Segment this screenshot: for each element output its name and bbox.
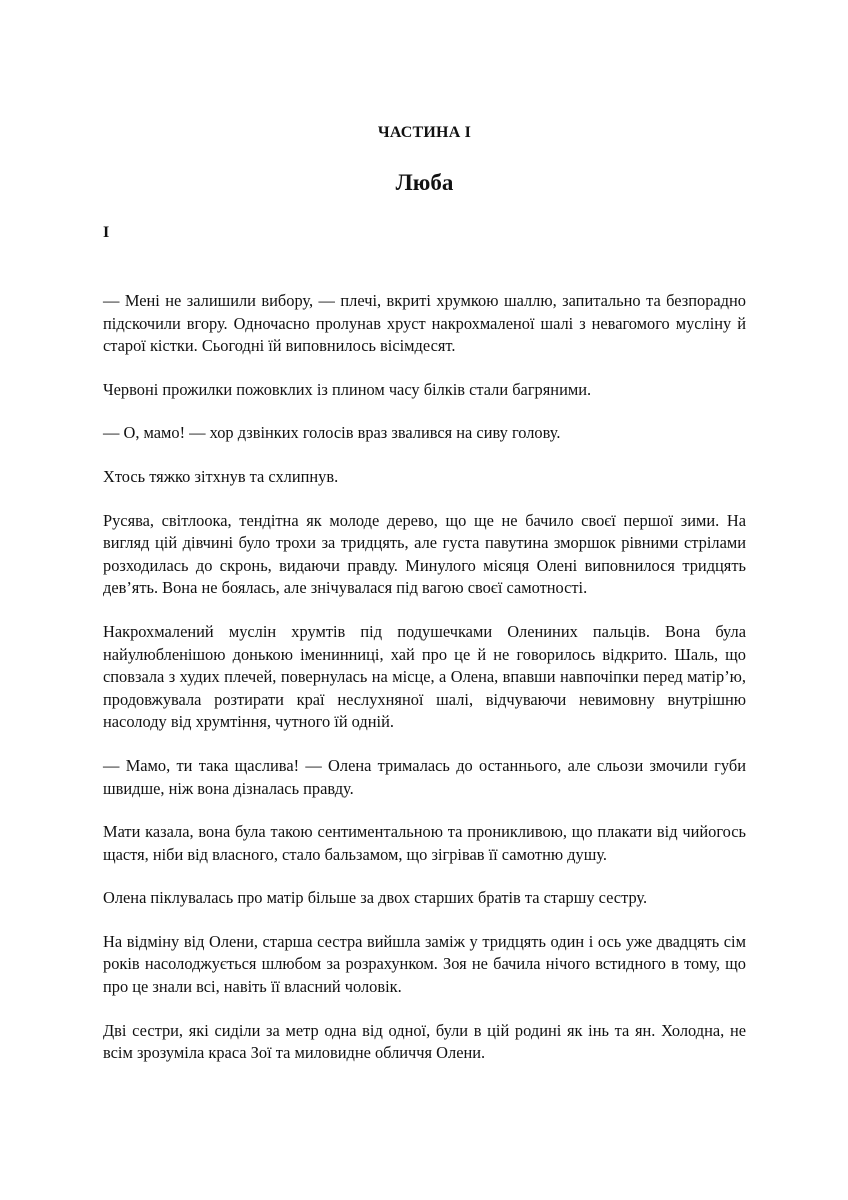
paragraph: — Мамо, ти така щаслива! — Олена трималась до останнього, але сльози змочили губи швидше, ніж вона дізналась правду. <box>103 755 746 798</box>
paragraph: — Мені не залишили вибору, — плечі, вкриті хрумкою шаллю, запитально та безпорадно підскочили вгору. Одночасно пролунав хруст накрохмаленої шалі з невагомого мусліну й старої кістки. Сьогодні їй виповнилось вісімдесят. <box>103 291 746 356</box>
paragraph: На відміну від Олени, старша сестра вийшла заміж у тридцять один і ось уже двадцять сім років насолоджується шлюбом за розрахунком. Зоя не бачила нічого встидного в тому, що про це знали всі, навіть її власний чоловік. <box>103 931 746 997</box>
paragraph: Червоні прожилки пожовклих із плином часу білків стали багряними. <box>103 379 592 399</box>
section-number: І <box>103 224 110 241</box>
body-text <box>103 290 746 1086</box>
paragraph: Накрохмалений муслін хрумтів під подушечками Олениних пальців. Вона була найулюбленішою донькою іменинниці, хай про це й не говорилось відкрито. Шаль, що сповзала з худих плечей, повернулась на місце, а Олена, впавши навпочіпки перед матір’ю, продовжувала розтирати краї неслухняної шалі, відчуваючи невимовну внутрішню насолоду від хрумтіння, чутного їй одній. <box>103 621 746 732</box>
part-title: ЧАСТИНА І <box>377 124 472 141</box>
paragraph: Мати казала, вона була такою сентиментальною та проникливою, що плакати від чийогось щастя, ніби від власного, стало бальзамом, що зігрівав її самотню душу. <box>103 822 746 864</box>
paragraph: Олена піклувалась про матір більше за двох старших братів та старшу сестру. <box>103 888 648 908</box>
paragraph: Дві сестри, які сиділи за метр одна від одної, були в цій родині як інь та ян. Холодна, не всім зрозуміла краса Зої та миловидне обличчя Олени. <box>103 1020 746 1063</box>
chapter-title: Люба <box>395 170 454 195</box>
paragraph: Русява, світлоока, тендітна як молоде дерево, що ще не бачило своєї першої зими. На вигляд цій дівчині було трохи за тридцять, але густа павутина зморшок рівними стрілами розходилась до скронь, видаючи правду. Минулого місяця Олені виповнилося тридцять дев’ять. Вона не боялась, але знічувалася під вагою своєї самотності. <box>103 510 746 598</box>
paragraph: — О, мамо! — хор дзвінких голосів враз звалився на сиву голову. <box>103 423 561 443</box>
paragraph: Хтось тяжко зітхнув та схлипнув. <box>103 466 339 486</box>
